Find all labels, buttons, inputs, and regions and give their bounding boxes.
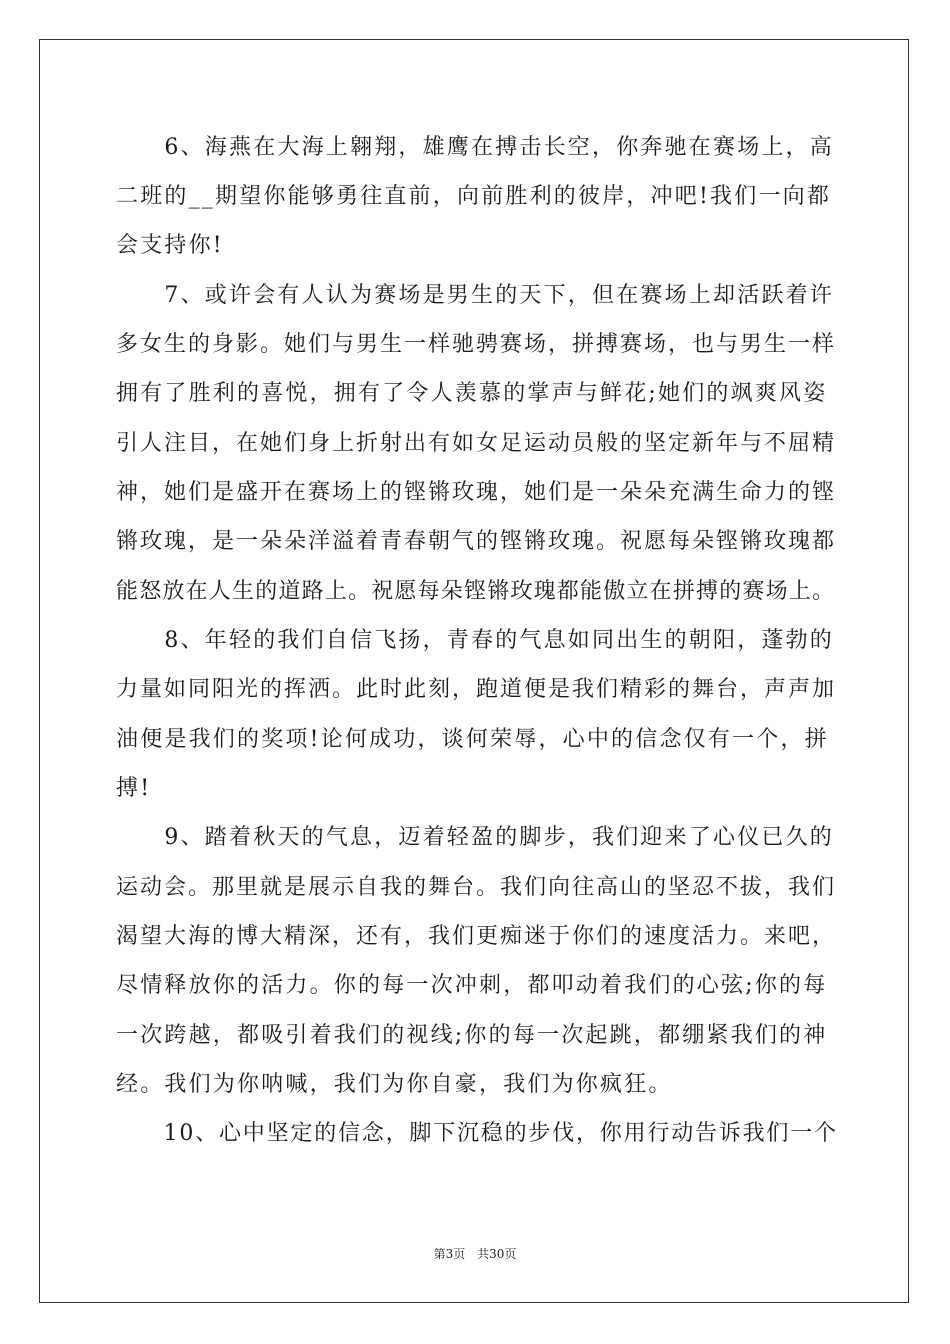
- page-total: 共30页: [477, 1247, 517, 1261]
- text-line: 8、年轻的我们自信飞扬，青春的气息如同出生的朝阳，蓬勃的: [116, 628, 834, 653]
- text-line: 6、海燕在大海上翱翔，雄鹰在搏击长空，你奔驰在赛场上，高: [116, 135, 834, 160]
- text-line: 9、踏着秋天的气息，迈着轻盈的脚步，我们迎来了心仪已久的: [116, 825, 834, 850]
- text-line: 油便是我们的奖项!论何成功，谈何荣辱，心中的信念仅有一个，拼: [116, 727, 829, 752]
- text-line: 神，她们是盛开在赛场上的铿锵玫瑰，她们是一朵朵充满生命力的铿: [116, 480, 837, 505]
- text-line: 尽情释放你的活力。你的每一次冲刺，都叩动着我们的心弦;你的每: [116, 973, 828, 998]
- text-line: 经。我们为你呐喊，我们为你自豪，我们为你疯狂。: [116, 1072, 673, 1097]
- text-line: 锵玫瑰，是一朵朵洋溢着青春朝气的铿锵玫瑰。祝愿每朵铿锵玫瑰都: [116, 529, 837, 554]
- text-line: 能怒放在人生的道路上。祝愿每朵铿锵玫瑰都能傲立在拼搏的赛场上。: [116, 579, 836, 604]
- text-line: 引人注目，在她们身上折射出有如女足运动员般的坚定新年与不屈精: [116, 431, 837, 456]
- page-footer: [0, 1245, 950, 1262]
- text-line: 会支持你!: [116, 233, 224, 258]
- text-line: 二班的__期望你能够勇往直前，向前胜利的彼岸，冲吧!我们一向都: [116, 184, 832, 209]
- text-line: 10、心中坚定的信念，脚下沉稳的步伐，你用行动告诉我们一个: [116, 1121, 838, 1146]
- text-line: 拥有了胜利的喜悦，拥有了令人羡慕的掌声与鲜花;她们的飒爽风姿: [116, 381, 828, 406]
- text-line: 渴望大海的博大精深，还有，我们更痴迷于你们的速度活力。来吧，: [116, 924, 837, 949]
- text-line: 7、或许会有人认为赛场是男生的天下，但在赛场上却活跃着许: [116, 283, 834, 308]
- text-line: 搏!: [116, 776, 152, 801]
- text-line: 运动会。那里就是展示自我的舞台。我们向往高山的坚忍不拔，我们: [116, 875, 837, 900]
- text-line: 多女生的身影。她们与男生一样驰骋赛场，拼搏赛场，也与男生一样: [116, 332, 837, 357]
- text-line: 力量如同阳光的挥洒。此时此刻，跑道便是我们精彩的舞台，声声加: [116, 677, 837, 702]
- page-number: 第3页: [433, 1247, 466, 1261]
- page-border: [39, 39, 909, 1303]
- text-line: 一次跨越，都吸引着我们的视线;你的每一次起跳，都绷紧我们的神: [116, 1023, 828, 1048]
